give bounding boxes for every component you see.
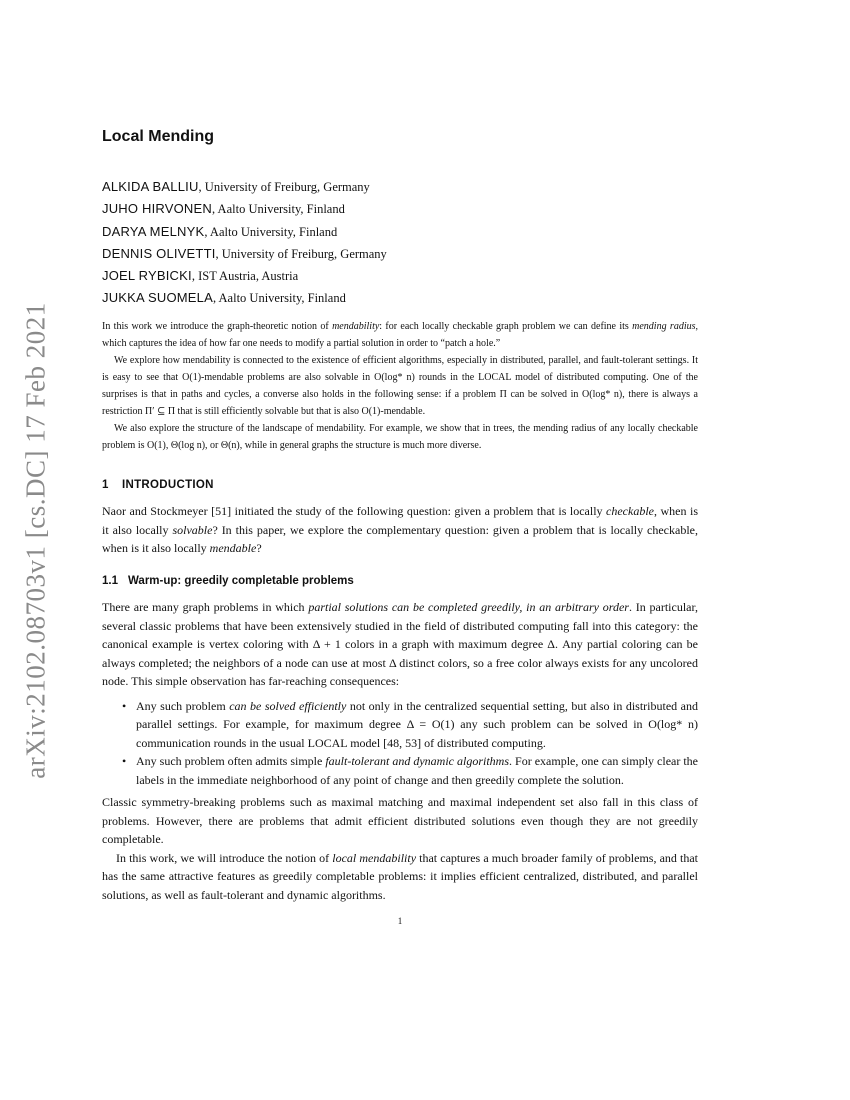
author-affiliation: , University of Freiburg, Germany [198, 180, 370, 194]
term-emphasis: mendable [209, 541, 257, 555]
author-name: DARYA MELNYK [102, 223, 205, 239]
author-entry [102, 177, 698, 199]
abstract-paragraph: We also explore the structure of the landscape of mendability. For example, we show that in trees, the mending radius of any locally checkable problem is O(1), Θ(log n), or Θ(n), while in general graphs the structure is much more diverse. [102, 423, 698, 451]
abstract-paragraph: In this work we introduce the graph-theoretic notion of mendability: for each locally checkable graph problem we can define its mending radius, which captures the idea of how far one needs to modify a partial solution in order to “patch a hole.” [102, 321, 698, 349]
list-item: • Any such problem often admits simple fault-tolerant and dynamic algorithms. For example, one can simply clear the labels in the immediate neighborhood of any point of change and then greedily complete the solution. [122, 754, 699, 787]
section-heading-introduction [102, 479, 214, 491]
paper-title: Local Mending [102, 128, 214, 145]
body-paragraph: In this work, we will introduce the notion of local mendability that captures a much broader family of problems, and that has the same attractive features as greedily completable problems: it implies efficient centralized, distributed, and parallel solutions, as well as fault-tolerant and dynamic algorithms. [102, 850, 699, 902]
author-name: JOEL RYBICKI [102, 268, 192, 284]
author-list [102, 177, 698, 311]
term-emphasis: can be solved efficiently [229, 698, 347, 713]
author-name: DENNIS OLIVETTI [102, 245, 216, 261]
author-entry [102, 244, 698, 266]
term-emphasis: mending radius [632, 321, 696, 332]
arxiv-identifier-text: arXiv:2102.08703v1 [cs.DC] 17 Feb 2021 [20, 301, 51, 779]
author-entry [102, 222, 698, 244]
section-number: 1 [102, 479, 109, 491]
author-entry [102, 288, 698, 310]
bullet-icon: • [122, 754, 127, 768]
list-item: • Any such problem can be solved efficiently not only in the centralized sequential setting, but also in distributed and parallel settings. For example, for maximum degree Δ = O(1) any such problem can be solved in O(log* n) communication rounds in the usual LOCAL model [48, 53] of distributed computing. [122, 698, 699, 750]
author-affiliation: , IST Austria, Austria [191, 269, 299, 284]
term-emphasis: local mendability [332, 850, 417, 865]
author-entry [102, 199, 698, 221]
abstract-paragraph: We explore how mendability is connected to the existence of efficient algorithms, especially in distributed, parallel, and fault-tolerant settings. It is easy to see that O(1)-mendable problems are also solvable in O(log* n) rounds in the LOCAL model of distributed computing. One of the surprises is that in paths and cycles, a converse also holds in the following sense: if a problem Π can be solved in O(log* n), there is always a restriction Π′ ⊆ Π that is still efficiently solvable but that is also O(1)-mendable. [102, 355, 698, 417]
page-number: 1 [397, 916, 403, 926]
term-emphasis: checkable [606, 504, 654, 518]
author-entry [102, 266, 698, 288]
consequence-list [102, 697, 698, 790]
author-affiliation: , Aalto University, Finland [211, 202, 345, 217]
subsection-heading-warmup [102, 575, 354, 587]
term-emphasis: partial solutions can be completed greedily, in an arbitrary order [308, 600, 629, 614]
author-name: JUKKA SUOMELA [102, 290, 213, 306]
term-emphasis: mendability [332, 321, 380, 332]
bullet-icon: • [122, 698, 127, 713]
introduction-body [102, 502, 698, 558]
abstract [102, 318, 698, 454]
term-emphasis: solvable [172, 522, 213, 537]
author-name: ALKIDA BALLIU [102, 179, 199, 194]
subsection-title: Warm-up: greedily completable problems [128, 575, 354, 587]
warmup-body [102, 598, 698, 904]
body-paragraph: There are many graph problems in which partial solutions can be completed greedily, in an arbitrary order. In particular, several classic problems that have been extensively studied in the field of distributed computing fall into this category: the canonical example is vertex coloring with Δ + 1 colors in a graph with maximum degree Δ. Any partial coloring can be always completed; the neighbors of a node can use at most Δ distinct colors, so a free color always exists for any uncolored node. This simple observation has far-reaching consequences: [102, 600, 698, 688]
arxiv-identifier-stamp [4, 290, 68, 790]
section-title: INTRODUCTION [122, 479, 214, 491]
subsection-number: 1.1 [102, 575, 118, 587]
term-emphasis: fault-tolerant and dynamic algorithms [325, 754, 510, 768]
author-name: JUHO HIRVONEN [102, 201, 212, 217]
author-affiliation: , Aalto University, Finland [204, 224, 338, 239]
author-affiliation: , University of Freiburg, Germany [215, 246, 387, 261]
author-affiliation: , Aalto University, Finland [212, 291, 346, 306]
body-paragraph: Classic symmetry-breaking problems such as maximal matching and maximal independent set also fall in this class of problems. However, there are problems that admit efficient distributed solutions even though they are not greedily completable. [102, 795, 698, 846]
body-paragraph: Naor and Stockmeyer [51] initiated the study of the following question: given a problem that is locally checkable, when is it also locally solvable? In this paper, we explore the complementary question: given a problem that is locally checkable, when is it also locally mendable? [102, 504, 698, 555]
